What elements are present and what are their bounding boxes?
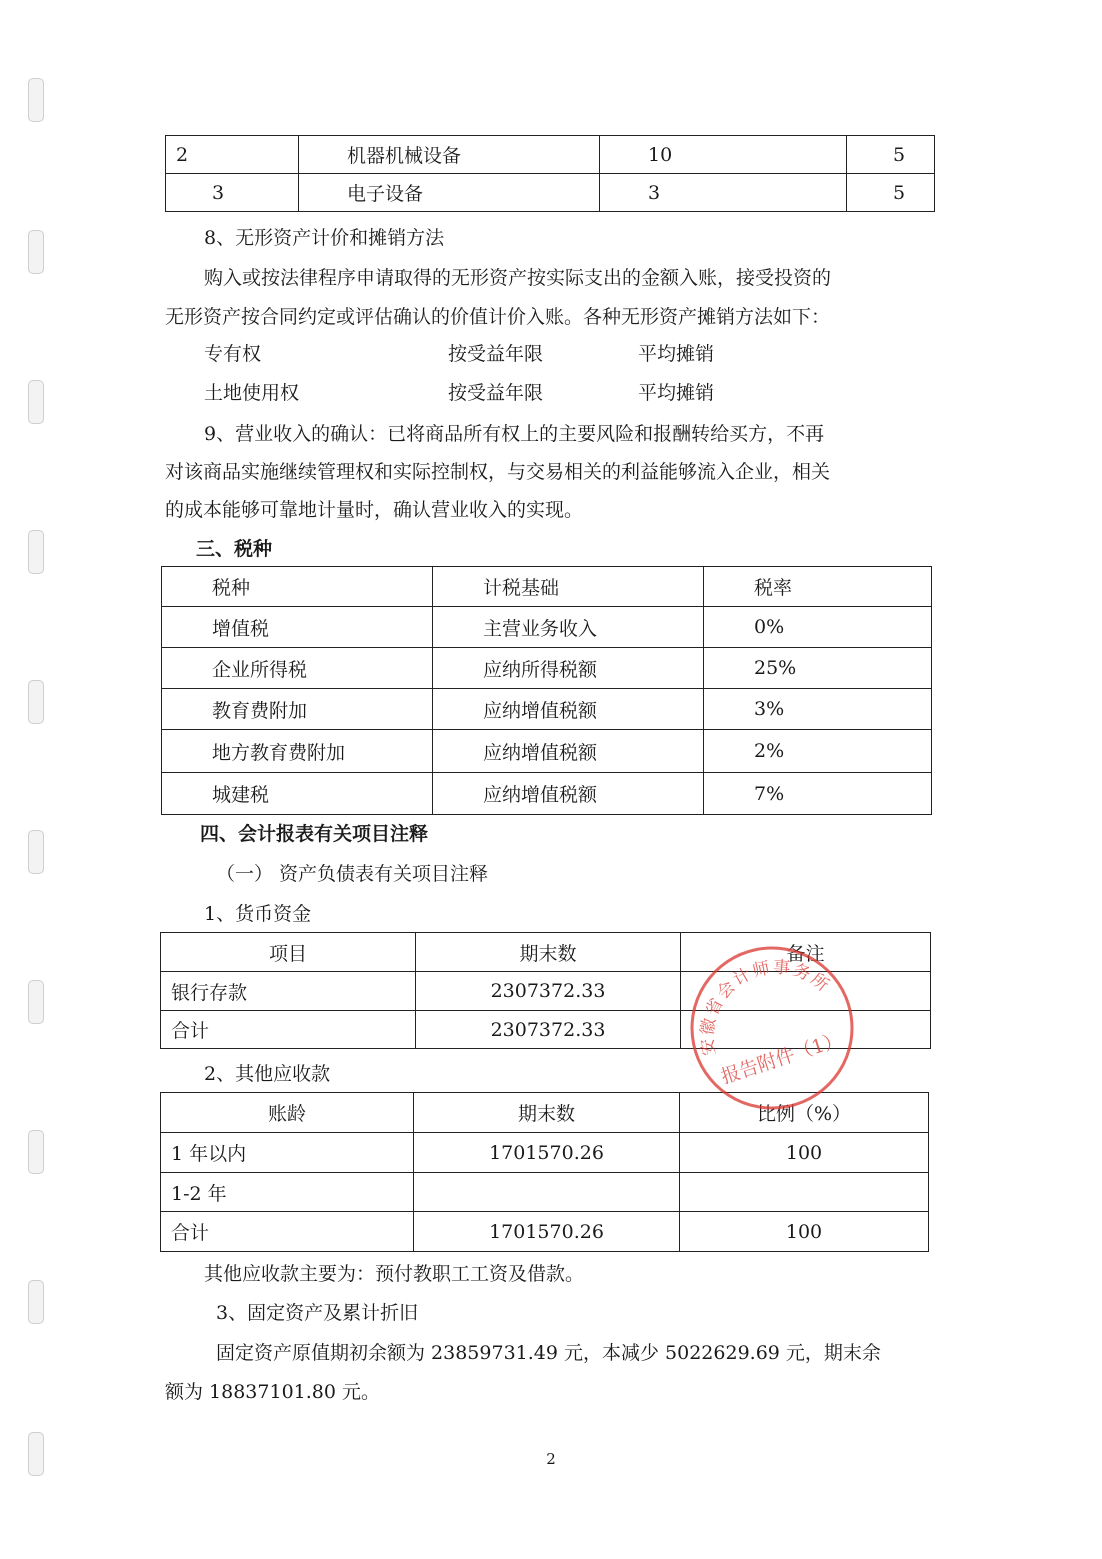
receivable-amount (414, 1173, 680, 1212)
residual-rate: 5 (847, 174, 935, 212)
tax-base: 应纳增值税额 (433, 689, 704, 730)
tax-rate: 3% (704, 689, 932, 730)
column-header: 期末数 (414, 1093, 680, 1133)
table-row (162, 648, 932, 689)
receivables-remark: 其他应收款主要为：预付教职工工资及借款。 (204, 1263, 585, 1285)
asset-category: 电子设备 (299, 174, 600, 212)
column-header: 计税基础 (433, 567, 704, 607)
table-header-row (162, 567, 932, 607)
residual-rate: 5 (847, 136, 935, 174)
cash-amount: 2307372.33 (416, 1011, 681, 1049)
column-header: 比例（%） (680, 1093, 929, 1133)
tax-base: 应纳增值税额 (433, 730, 704, 773)
tax-rate: 0% (704, 607, 932, 648)
section-9-line: 对该商品实施继续管理权和实际控制权，与交易相关的利益能够流入企业，相关 (165, 461, 831, 483)
binder-hole (28, 1280, 44, 1324)
table-row (166, 136, 935, 174)
binder-hole (28, 830, 44, 874)
table-row (161, 1212, 929, 1252)
intangible-period: 按受益年限 (448, 343, 544, 365)
receivable-age: 1-2 年 (161, 1173, 414, 1212)
binder-hole (28, 78, 44, 122)
tax-name: 增值税 (162, 607, 433, 648)
asset-category: 机器机械设备 (299, 136, 600, 174)
fixed-assets-line: 固定资产原值期初余额为 23859731.49 元，本减少 5022629.69 元，期末余 (216, 1342, 881, 1364)
binder-hole (28, 530, 44, 574)
tax-rate: 25% (704, 648, 932, 689)
section-8-title: 8、无形资产计价和摊销方法 (204, 227, 445, 249)
binder-hole (28, 680, 44, 724)
tax-name: 企业所得税 (162, 648, 433, 689)
depreciation-years: 10 (600, 136, 847, 174)
section-8-paragraph-line: 购入或按法律程序申请取得的无形资产按实际支出的金额入账，接受投资的 (204, 267, 832, 289)
intangible-name: 土地使用权 (204, 382, 300, 404)
fixed-assets-title: 3、固定资产及累计折旧 (216, 1302, 419, 1324)
binder-hole (28, 380, 44, 424)
intangible-method: 平均摊销 (638, 382, 715, 404)
table-row (162, 607, 932, 648)
row-number: 2 (166, 136, 299, 174)
tax-base: 应纳增值税额 (433, 773, 704, 815)
seal-stamp (682, 938, 862, 1118)
binder-hole (28, 980, 44, 1024)
section-8-paragraph-line: 无形资产按合同约定或评估确认的价值计价入账。各种无形资产摊销方法如下： (165, 306, 831, 328)
tax-base: 主营业务收入 (433, 607, 704, 648)
column-header: 税种 (162, 567, 433, 607)
intangible-method: 平均摊销 (638, 343, 715, 365)
cash-item: 合计 (161, 1011, 416, 1049)
table-row (161, 1173, 929, 1212)
receivable-ratio: 100 (680, 1133, 929, 1173)
receivable-age: 1 年以内 (161, 1133, 414, 1173)
intangible-period: 按受益年限 (448, 382, 544, 404)
stamp-text-top: 安徽省会计师事务所 (697, 957, 834, 1057)
column-header: 备注 (681, 933, 931, 972)
stamp-text-bottom: 报告附件（1） (718, 1028, 846, 1089)
receivable-ratio: 100 (680, 1212, 929, 1252)
table-row (161, 1133, 929, 1173)
tax-table (161, 566, 932, 815)
binder-hole (28, 230, 44, 274)
page-number: 2 (546, 1450, 556, 1468)
table-row (166, 174, 935, 212)
tax-section-title: 三、税种 (196, 538, 273, 560)
table-row (162, 773, 932, 815)
cash-amount: 2307372.33 (416, 972, 681, 1011)
section-9-line: 的成本能够可靠地计量时，确认营业收入的实现。 (165, 499, 584, 521)
receivable-amount: 1701570.26 (414, 1212, 680, 1252)
intangible-name: 专有权 (204, 343, 262, 365)
column-header: 税率 (704, 567, 932, 607)
depreciation-years: 3 (600, 174, 847, 212)
fixed-assets-line: 额为 18837101.80 元。 (165, 1381, 381, 1403)
notes-subtitle: （一） 资产负债表有关项目注释 (216, 863, 489, 885)
tax-name: 教育费附加 (162, 689, 433, 730)
binder-hole (28, 1130, 44, 1174)
section-9-line: 9、营业收入的确认：已将商品所有权上的主要风险和报酬转给买方，不再 (204, 423, 825, 445)
tax-name: 城建税 (162, 773, 433, 815)
receivable-age: 合计 (161, 1212, 414, 1252)
column-header: 项目 (161, 933, 416, 972)
receivable-amount: 1701570.26 (414, 1133, 680, 1173)
cash-item: 银行存款 (161, 972, 416, 1011)
row-number: 3 (166, 174, 299, 212)
notes-section-title: 四、会计报表有关项目注释 (200, 823, 429, 845)
receivables-title: 2、其他应收款 (204, 1063, 331, 1085)
tax-base: 应纳所得税额 (433, 648, 704, 689)
table-row (162, 689, 932, 730)
column-header: 账龄 (161, 1093, 414, 1133)
tax-rate: 2% (704, 730, 932, 773)
depreciation-table (165, 135, 935, 212)
table-row (162, 730, 932, 773)
tax-name: 地方教育费附加 (162, 730, 433, 773)
column-header: 期末数 (416, 933, 681, 972)
cash-title: 1、货币资金 (204, 903, 312, 925)
receivable-ratio (680, 1173, 929, 1212)
tax-rate: 7% (704, 773, 932, 815)
